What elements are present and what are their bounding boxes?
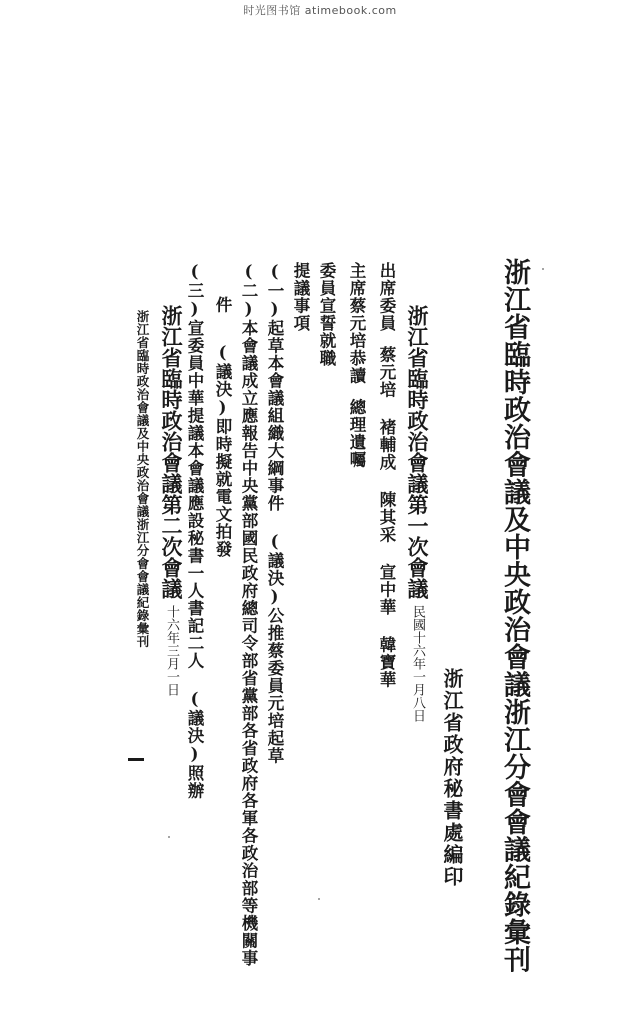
attendees-line <box>378 262 395 689</box>
item2-continuation: 件 <box>213 296 232 314</box>
item2-resolution: (議決)即時擬就電文拍發 <box>213 343 232 558</box>
attendees-label: 出席委員 <box>377 262 396 332</box>
chair-line <box>348 262 365 469</box>
item3-resolution: (議決)照辦 <box>185 689 204 800</box>
will-text: 總理遺囑 <box>347 398 366 469</box>
item1-line <box>266 262 283 765</box>
attendee-5: 韓寶華 <box>377 636 396 689</box>
meeting2-heading-column <box>161 305 182 696</box>
attendee-4: 宣中華 <box>377 563 396 616</box>
attendee-2: 褚輔成 <box>377 418 396 471</box>
attendee-1: 蔡元培 <box>377 346 396 399</box>
page-number <box>128 758 144 761</box>
book-title: 浙江省臨時政治會議及中央政治會議浙江分會會議紀錄彙刊 <box>499 258 530 973</box>
proposals-label: 提議事項 <box>291 262 310 332</box>
scan-speck <box>318 898 320 900</box>
meeting2-date: 十六年三月一日 <box>164 605 179 696</box>
meeting1-date: 民國十六年一月八日 <box>410 605 425 722</box>
meeting1-heading: 浙江省臨時政治會議第一次會議 <box>405 305 430 599</box>
meeting1-heading-column <box>407 305 428 722</box>
item1-resolution: (議決)公推蔡委員元培起草 <box>265 532 284 765</box>
item2-line: (二)本會議成立應報告中央黨部國民政府總司令部省黨部各省政府各軍各政治部等機關事 <box>239 262 258 967</box>
attendee-3: 陳其采 <box>377 491 396 544</box>
editor-credit: 浙江省政府秘書處編印 <box>440 668 464 888</box>
scan-speck <box>168 836 170 838</box>
meeting2-heading: 浙江省臨時政治會議第二次會議 <box>159 305 184 599</box>
chair-text: 主席蔡元培恭讀 <box>347 262 366 385</box>
watermark: 时光图书馆 atimebook.com <box>243 4 397 17</box>
item3-text: (三)宣委員中華提議本會議應設秘書一人書記二人 <box>185 262 204 670</box>
item1-text: (一)起草本會議組織大綱事件 <box>265 262 284 512</box>
oath-line: 委員宣誓就職 <box>317 262 336 367</box>
scan-speck <box>542 268 544 270</box>
item3-line <box>186 262 203 800</box>
running-title: 浙江省臨時政治會議及中央政治會議浙江分會會議紀錄彙刊 <box>135 310 150 648</box>
